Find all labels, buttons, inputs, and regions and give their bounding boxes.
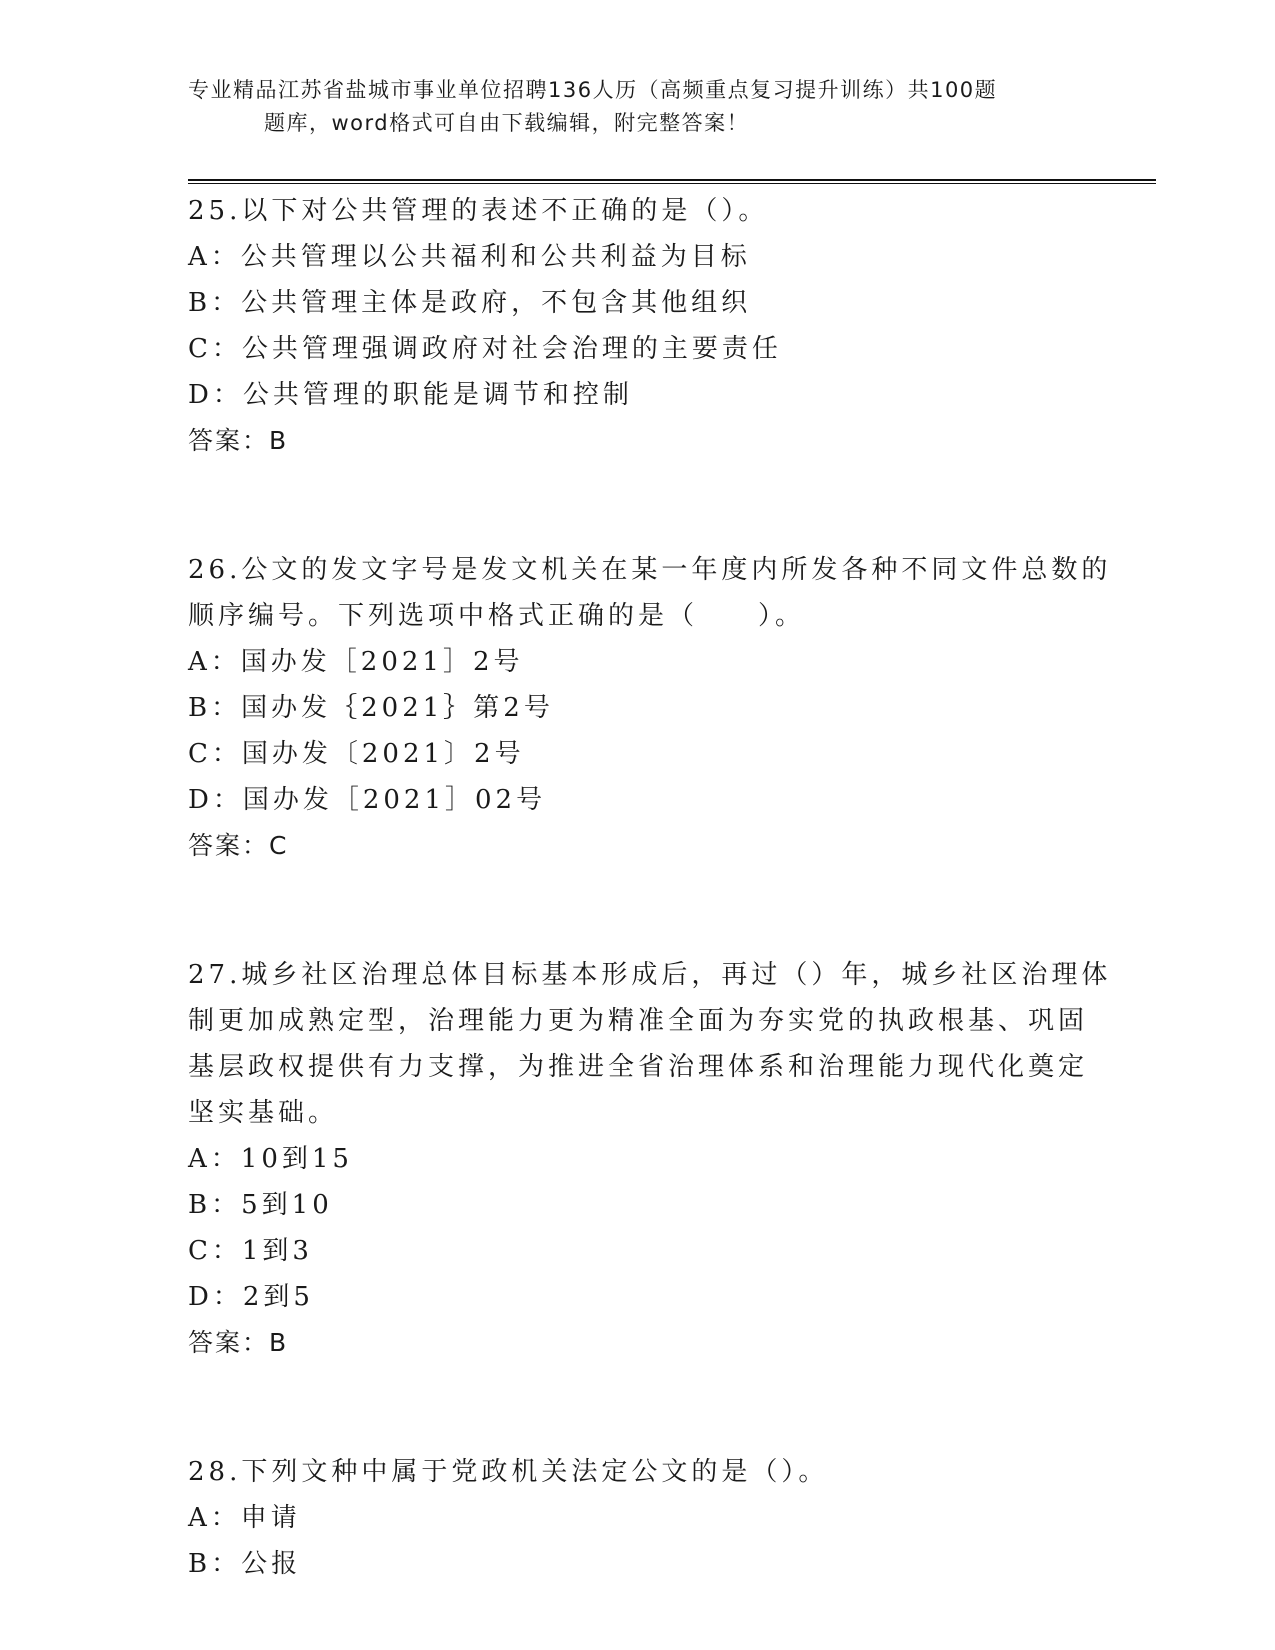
question-stem: 26.公文的发文字号是发文机关在某一年度内所发各种不同文件总数的	[188, 555, 1112, 585]
option-a: A：10到15	[188, 1144, 353, 1174]
question-list	[188, 188, 1112, 1587]
question-spacer	[188, 464, 1088, 547]
question-stem: 25.以下对公共管理的表述不正确的是（）。	[188, 196, 769, 226]
option-b: B：国办发｛2021｝第2号	[188, 693, 554, 723]
question-stem: 28.下列文种中属于党政机关法定公文的是（）。	[188, 1457, 829, 1487]
option-b: B：5到10	[188, 1190, 333, 1220]
document-header	[188, 74, 1088, 140]
question-stem-continued: 基层政权提供有力支撑，为推进全省治理体系和治理能力现代化奠定	[188, 1052, 1089, 1082]
header-title-line-2: 题库，word格式可自由下载编辑，附完整答案！	[264, 111, 750, 135]
header-divider-thin	[188, 183, 1156, 184]
option-b: B：公报	[188, 1549, 302, 1579]
option-c: C：公共管理强调政府对社会治理的主要责任	[188, 334, 782, 364]
option-b: B：公共管理主体是政府，不包含其他组织	[188, 288, 752, 318]
question-stem: 27.城乡社区治理总体目标基本形成后，再过（）年，城乡社区治理体	[188, 960, 1112, 990]
question-stem-continued: 制更加成熟定型，治理能力更为精准全面为夯实党的执政根基、巩固	[188, 1006, 1089, 1036]
option-a: A：国办发［2021］2号	[188, 647, 524, 677]
option-d: D：国办发［2021］02号	[188, 785, 547, 815]
option-a: A：公共管理以公共福利和公共利益为目标	[188, 242, 751, 272]
header-divider-thick	[188, 179, 1156, 181]
question-stem-continued: 坚实基础。	[188, 1098, 339, 1128]
option-c: C：1到3	[188, 1236, 313, 1266]
answer: 答案：B	[188, 426, 289, 455]
question-stem-continued: 顺序编号。下列选项中格式正确的是（ ）。	[188, 601, 806, 631]
option-d: D：公共管理的职能是调节和控制	[188, 380, 633, 410]
answer: 答案：C	[188, 831, 289, 860]
question-25	[188, 188, 1088, 464]
answer: 答案：B	[188, 1328, 289, 1357]
question-spacer	[188, 869, 1088, 952]
option-c: C：国办发〔2021〕2号	[188, 739, 525, 769]
question-spacer	[188, 1366, 1088, 1449]
option-a: A：申请	[188, 1503, 301, 1533]
question-27	[188, 952, 1112, 1366]
option-d: D：2到5	[188, 1282, 314, 1312]
header-title-line-1: 专业精品江苏省盐城市事业单位招聘136人历（高频重点复习提升训练）共100题	[188, 78, 998, 102]
question-28	[188, 1449, 1088, 1587]
question-26	[188, 547, 1112, 869]
